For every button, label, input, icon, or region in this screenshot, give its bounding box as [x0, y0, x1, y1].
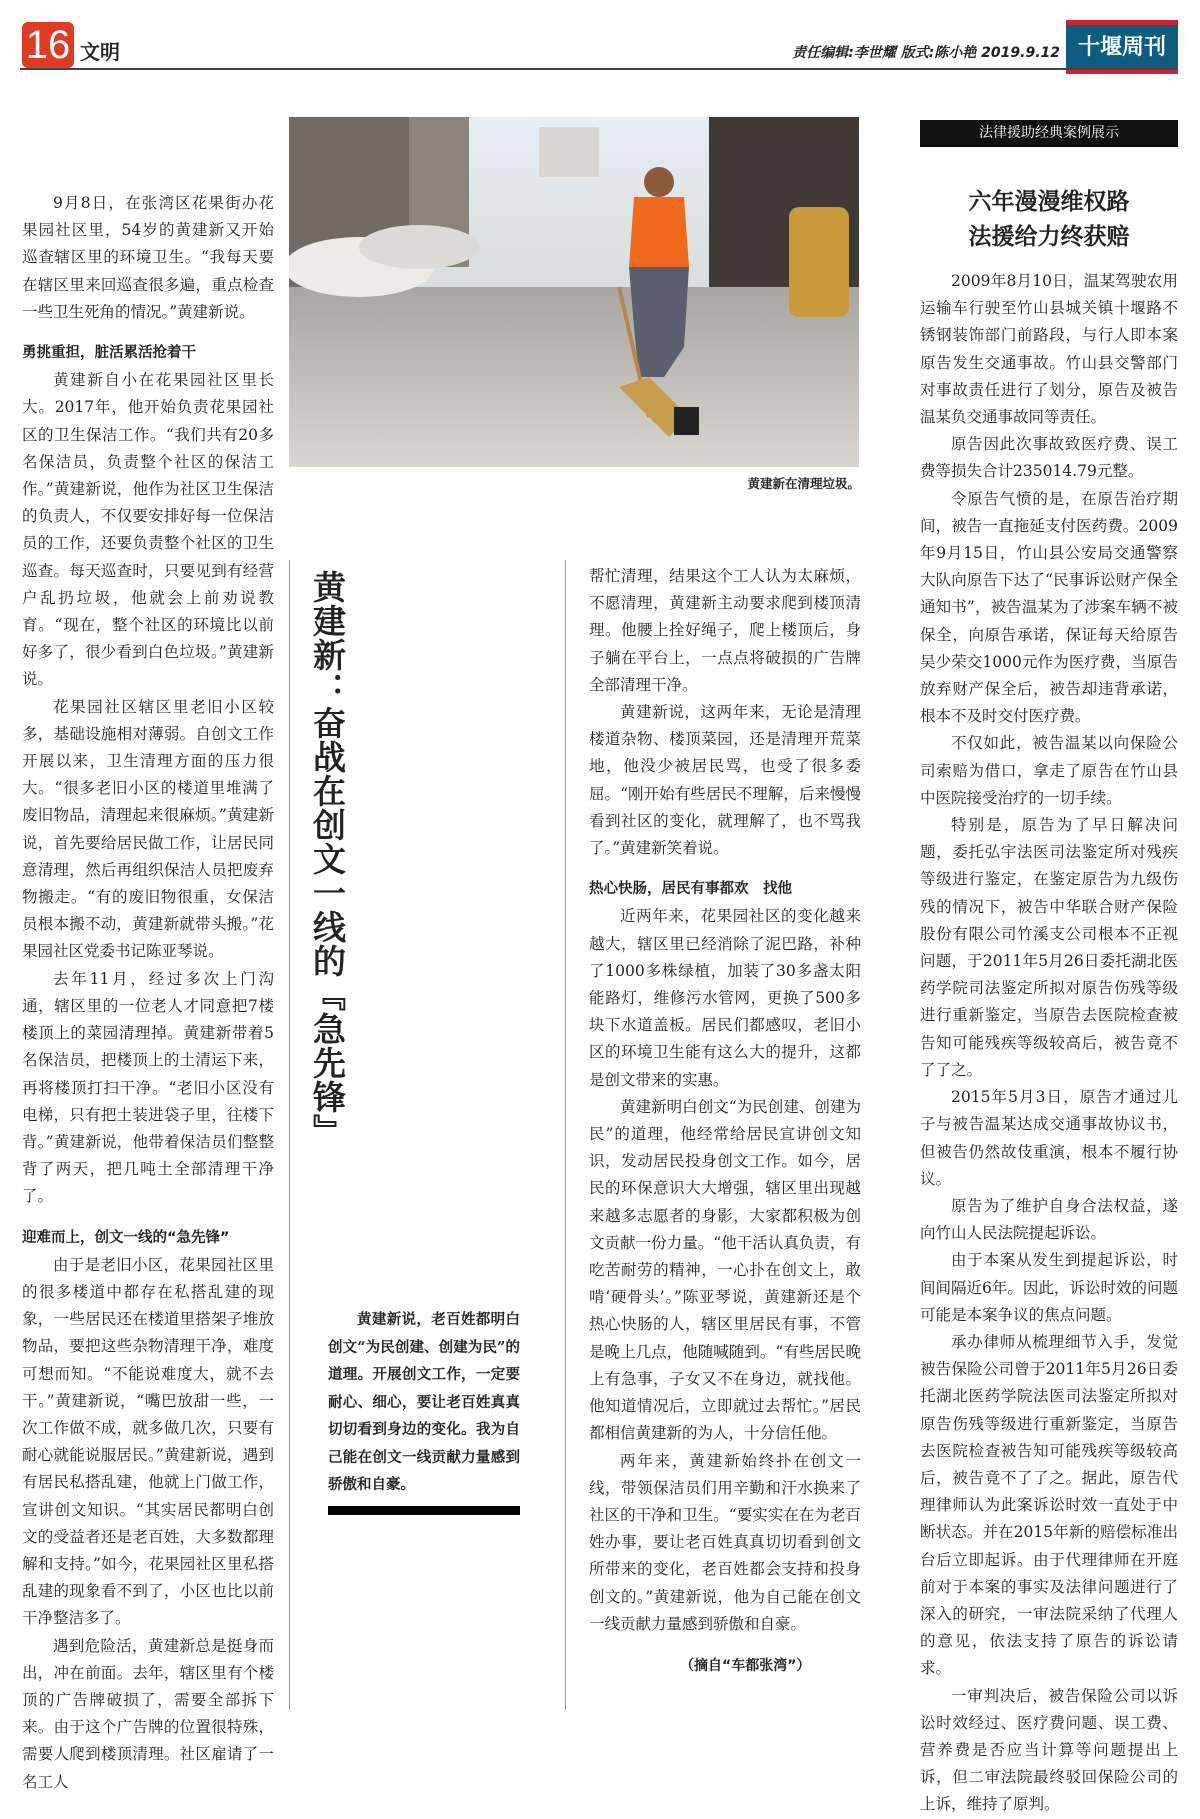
pull-quote-text: 黄建新说，老百姓都明白创文“为民创建、创建为民”的道理。开展创文工作，一定要耐心、细心，要让老百姓真真切切看到身边的变化。我为自己能在创文一线贡献力量感到骄傲和自豪。	[328, 1311, 520, 1493]
paragraph: 去年11月，经过多次上门沟通，辖区里的一位老人才同意把7楼楼顶上的菜园清理掉。黄建新带着5名保洁员，把楼顶上的土清运下来，再将楼顶打扫干净。“老旧小区没有电梯，只有把土装进袋子里，往楼下背。”黄建新说，他带着保洁员们整整背了两天，把几吨土全部清理干净了。	[22, 969, 274, 1206]
paragraph: 原告为了维护自身合法权益，遂向竹山人民法院提起诉讼。	[920, 1196, 1178, 1243]
pull-quote-bar	[328, 1506, 520, 1515]
street-sweeper-photo	[289, 117, 859, 467]
paragraph: 近两年来，花果园社区的变化越来越大，辖区里已经消除了泥巴路，补种了1000多株绿植，加装了30多盏太阳能路灯，维修污水管网，更换了500多块下水道盖板。居民们都感叹，老旧小区的环境卫生能有这么大的提升，这都是创文带来的实惠。	[589, 907, 861, 1089]
section-heading: 勇挑重担，脏活累活抢着干	[22, 345, 196, 362]
column-divider	[289, 560, 290, 1710]
paragraph: 2015年5月3日，原告才通过儿子与被告温某达成交通事故协议书，但被告仍然故伎重演，根本不履行协议。	[920, 1088, 1178, 1188]
article-headline: 黄建新：奋战在创文一线的『急先锋』	[308, 570, 347, 1148]
title-line-1: 六年漫漫维权路	[968, 188, 1130, 215]
section-heading: 热心快肠，居民有事都欢 找他	[589, 881, 792, 898]
paragraph: 帮忙清理，结果这个工人认为太麻烦，不愿清理，黄建新主动要求爬到楼顶清理。他腰上拴好绳子，爬上楼顶后，身子躺在平台上，一点点将破损的广告牌全部清理干净。	[589, 567, 861, 694]
column-divider	[565, 560, 566, 1710]
paragraph: 花果园社区辖区里老旧小区较多，基础设施相对薄弱。自创文工作开展以来，卫生清理方面的压力很大。“很多老旧小区的楼道里堆满了废旧物品，清理起来很麻烦。”黄建新说，首先要给居民做工作，让居民同意清理，然后再组织保洁人员把废弃物搬走。“有的废旧物很重，女保洁员根本搬不动，黄建新就带头搬。”花果园社区党委书记陈亚琴说。	[22, 697, 274, 961]
article-column-left	[22, 190, 274, 1796]
section-name: 文明	[80, 40, 120, 64]
paragraph: 黄建新说，这两年来，无论是清理楼道杂物、楼顶菜园，还是清理开荒菜地，他没少被居民骂，也受了很多委屈。“刚开始有些居民不理解，后来慢慢看到社区的变化，就理解了，也不骂我了。”黄建新笑着说。	[589, 703, 861, 858]
paragraph: 遇到危险活，黄建新总是挺身而出，冲在前面。去年，辖区里有个楼顶的广告牌破损了，需要全部拆下来。由于这个广告牌的位置很特殊，需要人爬到楼顶清理。社区雇请了一名工人	[22, 1636, 274, 1791]
paragraph: 特别是，原告为了早日解决问题，委托弘宇法医司法鉴定所对残疾等级进行鉴定，在鉴定原告为九级伤残的情况下，被告中华联合财产保险股份有限公司竹溪支公司根本不正视问题，于2011年5月26日委托湖北医药学院司法鉴定所拟对原告伤残等级进行重新鉴定，当原告去医院检查被告知可能残疾等级较高后，被告竟不了了之。	[920, 816, 1178, 1079]
pull-quote	[328, 1306, 520, 1499]
section-heading: 迎难而上，创文一线的“急先锋”	[22, 1229, 230, 1246]
paragraph: 两年来，黄建新始终扑在创文一线，带领保洁员们用辛勤和汗水换来了社区的干净和卫生。“要实实在在为老百姓办事，要让老百姓真真切切看到创文所带来的变化，老百姓都会支持和投身创文的。”黄建新说，他为自己能在创文一线贡献力量感到骄傲和自豪。	[589, 1451, 861, 1633]
section-banner: 法律援助经典案例展示	[920, 120, 1178, 147]
side-article-title	[920, 184, 1178, 254]
paragraph: 9月8日，在张湾区花果街办花果园社区里，54岁的黄建新又开始巡查辖区里的环境卫生。“我每天要在辖区里来回巡查很多遍，重点检查一些卫生死角的情况。”黄建新说。	[22, 194, 274, 321]
paragraph: 令原告气愤的是，在原告治疗期间，被告一直拖延支付医药费。2009年9月15日，竹山县公安局交通警察大队向原告下达了“民事诉讼财产保全通知书”，被告温某为了涉案车辆不被保全，向原告承诺，保证每天给原告吴少荣交1000元作为医疗费，当原告放弃财产保全后，被告却违背承诺，根本不及时交付医疗费。	[920, 489, 1178, 726]
paragraph: 黄建新明白创文“为民创建、创建为民”的道理，他经常给居民宣讲创文知识，发动居民投身创文工作。如今，居民的环保意识大大增强，辖区里出现越来越多志愿者的身影，大家都积极为创文贡献一份力量。“他干活认真负责，有吃苦耐劳的精神，一心扑在创文上，敢啃‘硬骨头’。”陈亚琴说，黄建新还是个热心快肠的人，辖区里居民有事，不管是晚上几点，他随喊随到。“有些居民晚上有急事，子女又不在身边，就找他。他知道情况后，立即就过去帮忙。”居民都相信黄建新的为人，十分信任他。	[589, 1097, 861, 1443]
page-number-badge: 16	[22, 22, 74, 68]
photo-caption: 黄建新在清理垃圾。	[747, 476, 860, 491]
article-source: （摘自“车都张湾”）	[680, 1658, 811, 1674]
paragraph: 黄建新自小在花果园社区里长大。2017年，他开始负责花果园社区的卫生保洁工作。“我们共有20多名保洁员，负责整个社区的保洁工作。”黄建新说，他作为社区卫生保洁的负责人，不仅要安排好每一位保洁员的工作，还要负责整个社区的卫生巡查。每天巡查时，只要见到有经营户乱扔垃圾，他就会上前劝说教育。“现在，整个社区的环境比以前好多了，很少看到白色垃圾。”黄建新说。	[22, 371, 274, 689]
paragraph: 不仅如此，被告温某以向保险公司索赔为借口，拿走了原告在竹山县中医院接受治疗的一切手续。	[920, 734, 1178, 807]
article-column-middle	[589, 563, 861, 1638]
title-line-2: 法援给力终获赔	[968, 223, 1130, 250]
paragraph: 原告因此次事故致医疗费、误工费等损失合计235014.79元整。	[920, 435, 1178, 481]
article-photo	[289, 117, 859, 467]
editor-credits: 责任编辑:李世耀 版式:陈小艳 2019.9.12	[792, 45, 1060, 61]
paragraph: 2009年8月10日，温某驾驶农用运输车行驶至竹山县城关镇十堰路不锈钢装饰部门前路段，与行人即本案原告发生交通事故。竹山县交警部门对事故责任进行了划分，原告及被告温某负交通事故同等责任。	[920, 272, 1178, 427]
paragraph: 承办律师从梳理细节入手，发觉被告保险公司曾于2011年5月26日委托湖北医药学院法医司法鉴定所拟对原告伤残等级进行重新鉴定，当原告去医院检查被告知可能残疾等级较高后，被告竟不了了之。据此，原告代理律师认为此案诉讼时效一直处于中断状态。并在2015年新的赔偿标准出台后立即起诉。由于代理律师在开庭前对于本案的事实及法律问题进行了深入的研究，一审法院采纳了代理人的意见，依法支持了原告的诉讼请求。	[920, 1332, 1178, 1678]
paragraph: 一审判决后，被告保险公司以诉讼时效经过、医疗费问题、误工费、营养费是否应当计算等问题提出上诉，但二审法院最终驳回保险公司的上诉，维持了原判。	[920, 1686, 1178, 1814]
paragraph: 由于本案从发生到提起诉讼，时间间隔近6年。因此，诉讼时效的问题可能是本案争议的焦点问题。	[920, 1251, 1178, 1324]
article-column-right	[920, 268, 1178, 1819]
header-rule	[20, 68, 1178, 70]
newspaper-logo: 十堰周刊	[1066, 20, 1178, 74]
paragraph: 由于是老旧小区，花果园社区里的很多楼道中都存在私搭乱建的现象，一些居民还在楼道里搭架子堆放物品，要把这些杂物清理干净，难度可想而知。“不能说难度大，就不去干。”黄建新说，“嘴巴放甜一些，一次工作做不成，就多做几次，只要有耐心就能说服居民。”黄建新说，遇到有居民私搭乱建，他就上门做工作，宣讲创文知识。“其实居民都明白创文的受益者还是老百姓，大多数都理解和支持。”如今，花果园社区里私搭乱建的现象看不到了，小区也比以前干净整洁多了。	[22, 1255, 274, 1628]
